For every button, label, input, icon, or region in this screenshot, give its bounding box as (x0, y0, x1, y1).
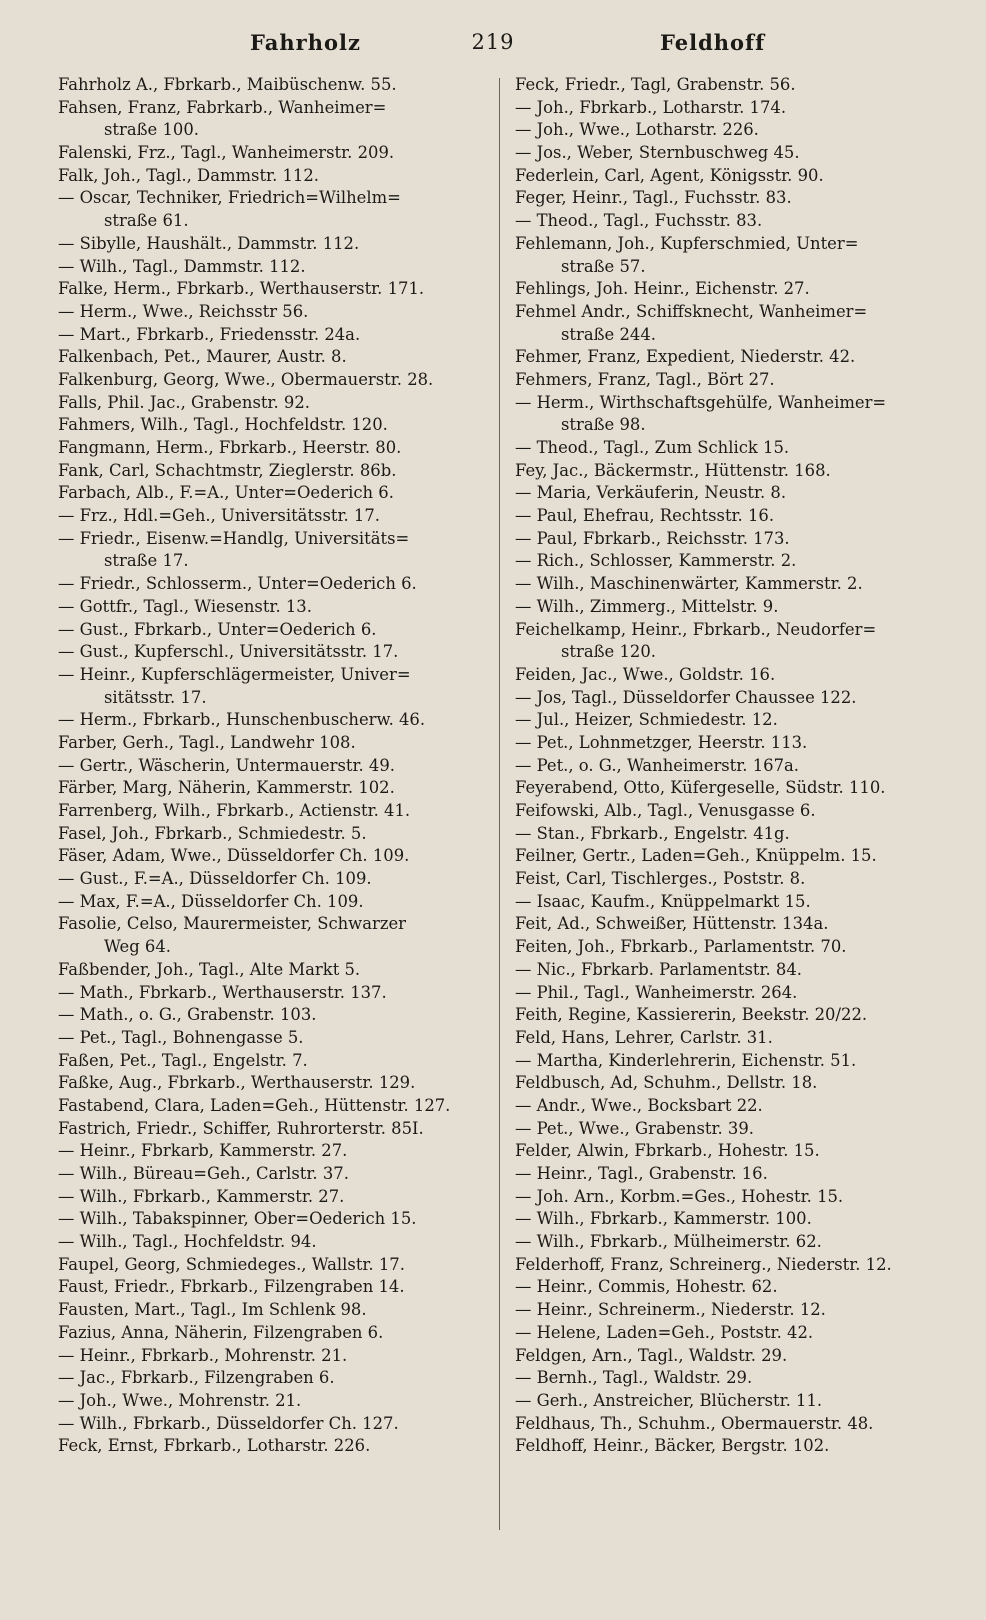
directory-entry-line: — Frz., Hdl.=Geh., Universitätsstr. 17. (58, 506, 380, 526)
directory-entry-line: Fausten, Mart., Tagl., Im Schlenk 98. (58, 1300, 367, 1320)
directory-entry-line: Feichelkamp, Heinr., Fbrkarb., Neudorfer= (515, 619, 877, 639)
directory-entry-line: Fastrich, Friedr., Schiffer, Ruhrorterstr. 85I. (58, 1118, 424, 1138)
directory-entry-line: Fastabend, Clara, Laden=Geh., Hüttenstr. 127. (58, 1095, 451, 1115)
directory-entry-line: Feith, Regine, Kassiererin, Beekstr. 20/22. (515, 1005, 868, 1025)
directory-entry-line: — Jos., Weber, Sternbuschweg 45. (515, 143, 800, 163)
directory-entry-line: Feilner, Gertr., Laden=Geh., Knüppelm. 15. (515, 846, 877, 866)
directory-entry-line: — Maria, Verkäuferin, Neustr. 8. (515, 483, 787, 503)
directory-entry-line: — Rich., Schlosser, Kammerstr. 2. (515, 551, 797, 571)
directory-entry-line: Färber, Marg, Näherin, Kammerstr. 102. (58, 778, 395, 798)
page-number: 219 (471, 30, 515, 54)
directory-entry-line: — Pet., Wwe., Grabenstr. 39. (515, 1118, 754, 1138)
entry-continuation-line: straße 61. (104, 211, 189, 231)
directory-entry-line: — Martha, Kinderlehrerin, Eichenstr. 51. (515, 1050, 857, 1070)
directory-entry-line: — Bernh., Tagl., Waldstr. 29. (515, 1368, 753, 1388)
directory-entry-line: Feld, Hans, Lehrer, Carlstr. 31. (515, 1027, 773, 1047)
column-divider (499, 78, 500, 1530)
directory-entry-line: — Wilh., Tagl., Dammstr. 112. (58, 256, 306, 276)
directory-entry-line: Fahrholz A., Fbrkarb., Maibüschenw. 55. (58, 75, 397, 94)
directory-entry-line: Feck, Ernst, Fbrkarb., Lotharstr. 226. (58, 1436, 371, 1456)
directory-entry-line: — Joh., Wwe., Mohrenstr. 21. (58, 1390, 302, 1410)
running-head-right: Feldhoff (660, 30, 766, 55)
directory-entry-line: Fahmers, Wilh., Tagl., Hochfeldstr. 120. (58, 415, 388, 435)
directory-entry-line: Fank, Carl, Schachtmstr, Zieglerstr. 86b. (58, 460, 397, 480)
directory-entry-line: Feldbusch, Ad, Schuhm., Dellstr. 18. (515, 1073, 818, 1093)
directory-entry-line: Falkenburg, Georg, Wwe., Obermauerstr. 28. (58, 369, 434, 389)
directory-entry-line: — Jul., Heizer, Schmiedestr. 12. (515, 710, 778, 730)
directory-entry-line: Falke, Herm., Fbrkarb., Werthauserstr. 171. (58, 279, 425, 299)
directory-entry-line: — Gertr., Wäscherin, Untermauerstr. 49. (58, 755, 395, 775)
directory-entry-line: Farber, Gerh., Tagl., Landwehr 108. (58, 732, 356, 752)
directory-entry-line: — Heinr., Schreinerm., Niederstr. 12. (515, 1300, 826, 1320)
directory-entry-line: — Joh., Fbrkarb., Lotharstr. 174. (515, 97, 787, 117)
directory-entry-line: Feck, Friedr., Tagl, Grabenstr. 56. (515, 75, 796, 94)
directory-entry-line: — Wilh., Fbrkarb., Kammerstr. 100. (515, 1209, 812, 1229)
directory-entry-line: Feyerabend, Otto, Küfergeselle, Südstr. 110. (515, 778, 886, 798)
directory-entry-line: — Gottfr., Tagl., Wiesenstr. 13. (58, 596, 312, 616)
directory-entry-line: — Isaac, Kaufm., Knüppelmarkt 15. (515, 891, 811, 911)
directory-entry-line: Faßke, Aug., Fbrkarb., Werthauserstr. 129. (58, 1073, 416, 1093)
directory-entry-line: — Jac., Fbrkarb., Filzengraben 6. (58, 1368, 335, 1388)
directory-entry-line: Feldhoff, Heinr., Bäcker, Bergstr. 102. (515, 1436, 830, 1456)
directory-entry-line: — Herm., Wwe., Reichsstr 56. (58, 301, 309, 321)
directory-entry-line: — Jos, Tagl., Düsseldorfer Chaussee 122. (515, 687, 857, 707)
directory-entry-line: — Wilh., Tabakspinner, Ober=Oederich 15. (58, 1209, 417, 1229)
directory-entry-line: Farbach, Alb., F.=A., Unter=Oederich 6. (58, 483, 394, 503)
directory-entry-line: Faßbender, Joh., Tagl., Alte Markt 5. (58, 959, 361, 979)
directory-entry-line: — Sibylle, Haushält., Dammstr. 112. (58, 233, 360, 253)
running-head-left: Fahrholz (250, 30, 361, 55)
directory-entry-line: — Math., o. G., Grabenstr. 103. (58, 1005, 317, 1025)
directory-entry-line: Feger, Heinr., Tagl., Fuchsstr. 83. (515, 188, 792, 208)
entry-continuation-line: straße 120. (561, 642, 656, 662)
directory-entry-line: Falkenbach, Pet., Maurer, Austr. 8. (58, 347, 347, 367)
directory-entry-line: Fehmers, Franz, Tagl., Bört 27. (515, 369, 775, 389)
directory-entry-line: — Phil., Tagl., Wanheimerstr. 264. (515, 982, 798, 1002)
directory-entry-line: Fey, Jac., Bäckermstr., Hüttenstr. 168. (515, 460, 831, 480)
directory-entry-line: Fehmer, Franz, Expedient, Niederstr. 42. (515, 347, 856, 367)
directory-entry-line: — Heinr., Fbrkarb, Kammerstr. 27. (58, 1141, 348, 1161)
directory-entry-line: Fehmel Andr., Schiffsknecht, Wanheimer= (515, 301, 868, 321)
entry-continuation-line: straße 57. (561, 256, 646, 276)
directory-entry-line: — Heinr., Tagl., Grabenstr. 16. (515, 1164, 768, 1183)
directory-entry-line: Faupel, Georg, Schmiedeges., Wallstr. 17. (58, 1254, 405, 1274)
directory-entry-line: — Pet., o. G., Wanheimerstr. 167a. (515, 755, 799, 775)
directory-entry-line: — Nic., Fbrkarb. Parlamentstr. 84. (515, 959, 802, 979)
directory-entry-line: Felder, Alwin, Fbrkarb., Hohestr. 15. (515, 1141, 820, 1161)
entry-continuation-line: straße 100. (104, 120, 199, 140)
directory-entry-line: — Heinr., Commis, Hohestr. 62. (515, 1277, 778, 1297)
directory-entry-line: — Heinr., Fbrkarb., Mohrenstr. 21. (58, 1345, 348, 1365)
directory-entry-line: Fehlemann, Joh., Kupferschmied, Unter= (515, 233, 859, 253)
right-column (515, 74, 955, 1458)
entry-continuation-line: straße 98. (561, 415, 646, 435)
directory-entry-line: — Max, F.=A., Düsseldorfer Ch. 109. (58, 891, 364, 911)
directory-entry-line: — Theod., Tagl., Fuchsstr. 83. (515, 211, 763, 231)
directory-entry-line: — Paul, Fbrkarb., Reichsstr. 173. (515, 528, 790, 548)
directory-entry-line: Fangmann, Herm., Fbrkarb., Heerstr. 80. (58, 438, 402, 457)
directory-entry-line: — Theod., Tagl., Zum Schlick 15. (515, 438, 790, 457)
directory-entry-line: Fasolie, Celso, Maurermeister, Schwarzer (58, 914, 406, 934)
entry-continuation-line: Weg 64. (104, 937, 171, 957)
directory-entry-line: — Friedr., Eisenw.=Handlg, Universitäts= (58, 528, 410, 548)
directory-entry-line: — Gust., F.=A., Düsseldorfer Ch. 109. (58, 869, 372, 889)
directory-entry-line: — Heinr., Kupferschlägermeister, Univer= (58, 664, 411, 684)
directory-entry-line: Fazius, Anna, Näherin, Filzengraben 6. (58, 1322, 384, 1342)
directory-entry-line: — Wilh., Maschinenwärter, Kammerstr. 2. (515, 574, 863, 594)
directory-entry-line: — Wilh., Büreau=Geh., Carlstr. 37. (58, 1164, 349, 1183)
directory-entry-line: — Wilh., Tagl., Hochfeldstr. 94. (58, 1232, 317, 1252)
directory-entry-line: Feiten, Joh., Fbrkarb., Parlamentstr. 70. (515, 937, 847, 957)
directory-entry-line: — Pet., Lohnmetzger, Heerstr. 113. (515, 732, 808, 752)
directory-entry-line: — Friedr., Schlosserm., Unter=Oederich 6. (58, 574, 417, 594)
directory-entry-line: — Andr., Wwe., Bocksbart 22. (515, 1095, 763, 1115)
directory-entry-line: Falenski, Frz., Tagl., Wanheimerstr. 209. (58, 143, 395, 163)
directory-entry-line: — Gerh., Anstreicher, Blücherstr. 11. (515, 1390, 823, 1410)
directory-entry-line: Feiden, Jac., Wwe., Goldstr. 16. (515, 664, 776, 684)
directory-entry-line: Fasel, Joh., Fbrkarb., Schmiedestr. 5. (58, 823, 367, 843)
directory-entry-line: Faßen, Pet., Tagl., Engelstr. 7. (58, 1050, 308, 1070)
directory-entry-line: Falls, Phil. Jac., Grabenstr. 92. (58, 392, 310, 412)
directory-entry-line: — Pet., Tagl., Bohnengasse 5. (58, 1027, 304, 1047)
directory-entry-line: Fahsen, Franz, Fabrkarb., Wanheimer= (58, 97, 387, 117)
directory-entry-line: — Stan., Fbrkarb., Engelstr. 41g. (515, 823, 790, 843)
entry-continuation-line: straße 244. (561, 324, 656, 344)
directory-entry-line: Feist, Carl, Tischlerges., Poststr. 8. (515, 869, 806, 889)
directory-entry-line: Federlein, Carl, Agent, Königsstr. 90. (515, 165, 824, 185)
directory-entry-line: — Paul, Ehefrau, Rechtsstr. 16. (515, 506, 775, 526)
left-column (58, 74, 498, 1458)
directory-entry-line: Feifowski, Alb., Tagl., Venusgasse 6. (515, 801, 816, 820)
directory-entry-line: Falk, Joh., Tagl., Dammstr. 112. (58, 165, 319, 185)
directory-entry-line: — Herm., Fbrkarb., Hunschenbuscherw. 46. (58, 710, 426, 730)
directory-entry-line: — Wilh., Fbrkarb., Düsseldorfer Ch. 127. (58, 1413, 399, 1433)
entry-continuation-line: straße 17. (104, 551, 189, 571)
directory-entry-line: Feldhaus, Th., Schuhm., Obermauerstr. 48. (515, 1413, 874, 1433)
directory-entry-line: — Helene, Laden=Geh., Poststr. 42. (515, 1322, 814, 1342)
directory-entry-line: — Joh., Wwe., Lotharstr. 226. (515, 120, 759, 140)
directory-entry-line: — Mart., Fbrkarb., Friedensstr. 24a. (58, 324, 361, 344)
directory-entry-line: Fehlings, Joh. Heinr., Eichenstr. 27. (515, 279, 810, 299)
directory-entry-line: Feldgen, Arn., Tagl., Waldstr. 29. (515, 1345, 788, 1365)
directory-entry-line: — Wilh., Zimmerg., Mittelstr. 9. (515, 596, 779, 616)
directory-entry-line: — Oscar, Techniker, Friedrich=Wilhelm= (58, 188, 401, 208)
directory-entry-line: Feit, Ad., Schweißer, Hüttenstr. 134a. (515, 914, 829, 934)
directory-entry-line: Fäser, Adam, Wwe., Düsseldorfer Ch. 109. (58, 846, 410, 866)
directory-entry-line: — Math., Fbrkarb., Werthauserstr. 137. (58, 982, 387, 1002)
directory-entry-line: — Joh. Arn., Korbm.=Ges., Hohestr. 15. (515, 1186, 844, 1206)
directory-entry-line: Faust, Friedr., Fbrkarb., Filzengraben 14. (58, 1277, 405, 1297)
entry-continuation-line: sitätsstr. 17. (104, 687, 207, 707)
directory-entry-line: — Gust., Kupferschl., Universitätsstr. 17. (58, 642, 399, 662)
directory-entry-line: Farrenberg, Wilh., Fbrkarb., Actienstr. 41. (58, 801, 411, 820)
directory-entry-line: Felderhoff, Franz, Schreinerg., Niederstr. 12. (515, 1254, 892, 1274)
directory-entry-line: — Wilh., Fbrkarb., Mülheimerstr. 62. (515, 1232, 822, 1252)
directory-entry-line: — Gust., Fbrkarb., Unter=Oederich 6. (58, 619, 377, 639)
directory-entry-line: — Herm., Wirthschaftsgehülfe, Wanheimer= (515, 392, 887, 412)
directory-entry-line: — Wilh., Fbrkarb., Kammerstr. 27. (58, 1186, 345, 1206)
